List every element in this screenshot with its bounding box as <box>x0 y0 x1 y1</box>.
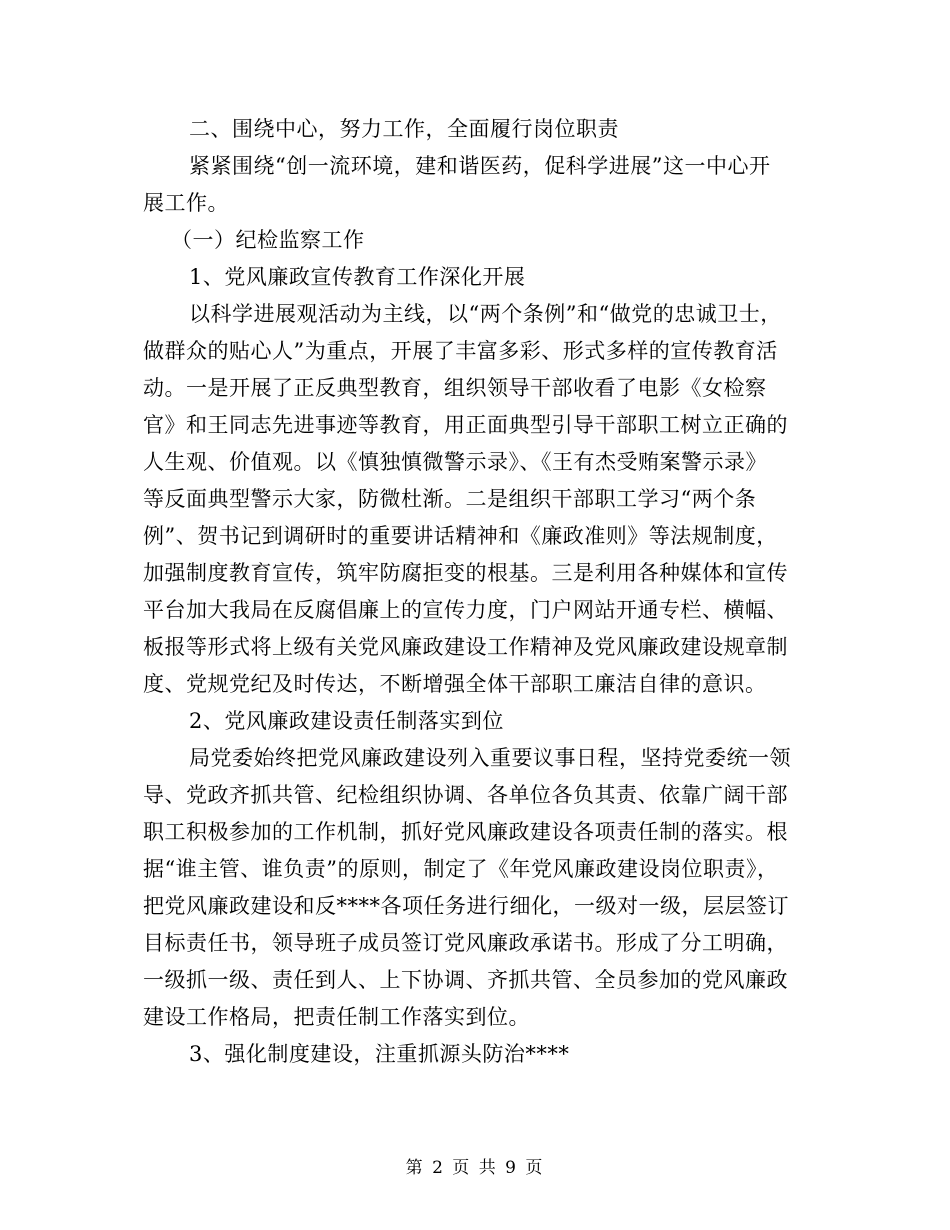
paragraph-line: 平台加大我局在反腐倡廉上的宣传力度，门户网站开通专栏、横幅、 <box>143 598 788 622</box>
paragraph-line: 导、党政齐抓共管、纪检组织协调、各单位各负其责、依靠广阔干部 <box>143 783 788 807</box>
paragraph-line: 据“谁主管、谁负责”的原则，制定了《年党风廉政建设岗位职责》， <box>143 857 779 881</box>
item-heading: 1、党风廉政宣传教育工作深化开展 <box>189 265 526 289</box>
paragraph-line: 例”、贺书记到调研时的重要讲话精神和《廉政准则》等法规制度， <box>143 524 778 548</box>
paragraph-line: 紧紧围绕“创一流环境，建和谐医药，促科学进展”这一中心开 <box>189 154 771 178</box>
paragraph-line: 职工积极参加的工作机制，抓好党风廉政建设各项责任制的落实。根 <box>143 820 788 844</box>
paragraph-line: 做群众的贴心人”为重点，开展了丰富多彩、形式多样的宣传教育活 <box>143 339 778 363</box>
paragraph-line: 把党风廉政建设和反****各项任务进行细化，一级对一级，层层签订 <box>143 894 789 918</box>
paragraph-line: 加强制度教育宣传，筑牢防腐拒变的根基。三是利用各种媒体和宣传 <box>143 561 788 585</box>
paragraph-line: 度、党规党纪及时传达，不断增强全体干部职工廉洁自律的意识。 <box>143 672 767 696</box>
section-heading: 二、围绕中心，努力工作，全面履行岗位职责 <box>189 117 619 141</box>
document-body <box>143 111 807 1073</box>
subsection-heading: （一）纪检监察工作 <box>171 228 365 252</box>
paragraph-line: 等反面典型警示大家，防微杜渐。二是组织干部职工学习“两个条 <box>143 487 757 511</box>
paragraph-line: 展工作。 <box>143 191 229 215</box>
paragraph-line: 以科学进展观活动为主线，以“两个条例”和“做党的忠诚卫士， <box>189 302 782 326</box>
item-heading: 3、强化制度建设，注重抓源头防治**** <box>189 1042 570 1066</box>
paragraph-line: 动。一是开展了正反典型教育，组织领导干部收看了电影《女检察 <box>143 376 767 400</box>
paragraph-line: 建设工作格局，把责任制工作落实到位。 <box>143 1005 530 1029</box>
paragraph-line: 官》和王同志先进事迹等教育，用正面典型引导干部职工树立正确的 <box>143 413 788 437</box>
paragraph-line: 板报等形式将上级有关党风廉政建设工作精神及党风廉政建设规章制 <box>143 635 788 659</box>
page-number-footer: 第 2 页 共 9 页 <box>405 1158 545 1178</box>
paragraph-line: 局党委始终把党风廉政建设列入重要议事日程，坚持党委统一领 <box>189 746 791 770</box>
paragraph-line: 人生观、价值观。以《慎独慎微警示录》、《王有杰受贿案警示录》 <box>143 450 767 474</box>
paragraph-line: 目标责任书，领导班子成员签订党风廉政承诺书。形成了分工明确， <box>143 931 788 955</box>
item-heading: 2、党风廉政建设责任制落实到位 <box>189 709 504 733</box>
paragraph-line: 一级抓一级、责任到人、上下协调、齐抓共管、全员参加的党风廉政 <box>143 968 788 992</box>
